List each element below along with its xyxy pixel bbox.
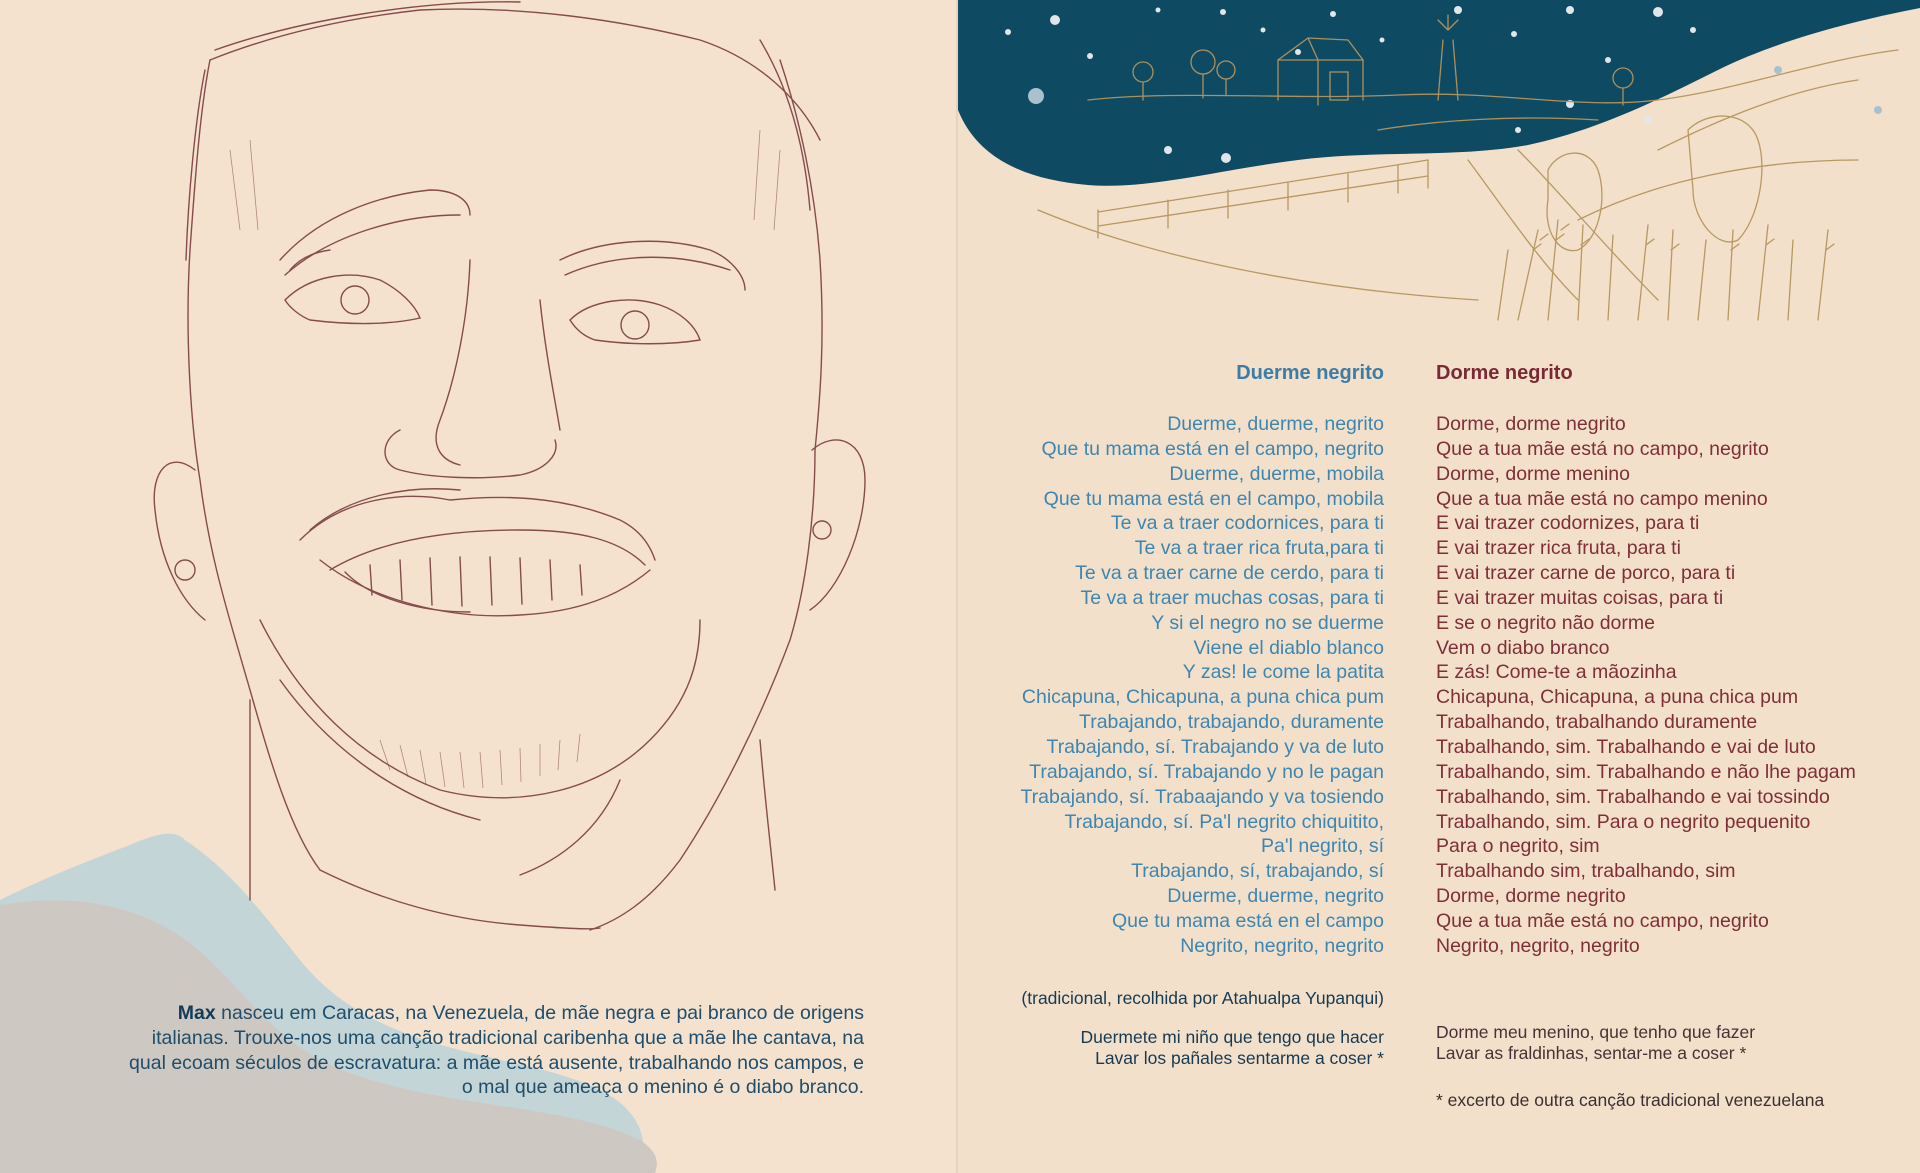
spanish-lyrics-column — [994, 362, 1384, 959]
lyric-line: Que tu mama está en el campo, mobila — [1043, 487, 1384, 510]
lyric-line: Dorme, dorme negrito — [1436, 885, 1626, 908]
lyric-line: Que a tua mãe está no campo menino — [1436, 487, 1768, 510]
lyric-line: Te va a traer codornices, para ti — [1110, 512, 1384, 535]
lyric-line: Duerme, duerme, mobila — [1169, 462, 1384, 485]
lyric-line: Trabajando, sí. Pa'l negrito chiquitito, — [1064, 810, 1384, 833]
lyric-line: Trabajando, sí. Trabajando y no le pagan — [1029, 760, 1384, 783]
bio-text: nasceu em Caracas, na Venezuela, de mãe negra e pai branco de origens italianas. Trouxe-nos uma canção tradicional caribenha que a mãe lhe cantava, na qual ecoam séculos de escravatura: a mãe está ausente, trabalhando nos campos, e o mal que ameaça o menino é o diabo branco. — [129, 1002, 864, 1099]
lyric-line: Trabalhando, sim. Trabalhando e vai tossindo — [1436, 785, 1830, 808]
lyric-line: Viene el diablo blanco — [1193, 636, 1384, 659]
farm-landscape-illustration — [958, 0, 1920, 340]
spanish-song-title: Duerme negrito — [1236, 362, 1384, 384]
lyric-line: Duerme, duerme, negrito — [1167, 413, 1384, 435]
lyric-line: Trabalhando, trabalhando duramente — [1436, 711, 1758, 734]
portuguese-excerpt — [1436, 1022, 1876, 1064]
portuguese-lyrics — [1436, 412, 1906, 959]
lyric-line: Chicapuna, Chicapuna, a puna chica pum — [1021, 686, 1384, 709]
lyric-line: Dorme, dorme menino — [1436, 462, 1630, 485]
song-credit: (tradicional, recolhida por Atahualpa Yupanqui) — [1021, 988, 1384, 1008]
lyric-line: Chicapuna, Chicapuna, a puna chica pum — [1436, 686, 1799, 709]
footnote: * excerto de outra canção tradicional venezuelana — [1436, 1090, 1825, 1110]
bio-name: Max — [177, 1002, 216, 1024]
lyric-line: Trabajando, sí. Trabajando y va de luto — [1046, 735, 1384, 758]
lyric-line: E vai trazer carne de porco, para ti — [1436, 562, 1736, 585]
lyric-line: Y zas! le come la patita — [1182, 661, 1384, 684]
lyric-line: Trabajando, sí, trabajando, sí — [1131, 860, 1384, 883]
lyric-line: Negrito, negrito, negrito — [1436, 934, 1640, 957]
excerpt-line: Lavar as fraldinhas, sentar-me a coser * — [1436, 1043, 1747, 1063]
lyric-line: E vai trazer codornizes, para ti — [1436, 512, 1700, 535]
lyric-line: Te va a traer carne de cerdo, para ti — [1075, 562, 1384, 585]
lyric-line: Que tu mama está en el campo, negrito — [1041, 437, 1384, 460]
lyric-line: Trabalhando, sim. Trabalhando e não lhe pagam — [1436, 760, 1856, 783]
excerpt-line: Duermete mi niño que tengo que hacer — [1080, 1027, 1384, 1047]
lyric-line: Que a tua mãe está no campo, negrito — [1436, 437, 1769, 460]
lyric-line: E vai trazer rica fruta, para ti — [1436, 537, 1681, 560]
lyric-line: Te va a traer rica fruta,para ti — [1134, 537, 1384, 560]
bio-paragraph — [120, 1001, 864, 1100]
lyric-line: Negrito, negrito, negrito — [1180, 934, 1384, 957]
spanish-lyrics — [994, 412, 1384, 959]
lyric-line: Trabajando, trabajando, duramente — [1079, 711, 1384, 734]
lyric-line: Que tu mama está en el campo — [1111, 909, 1384, 932]
lyric-line: Trabalhando sim, trabalhando, sim — [1436, 860, 1736, 883]
portrait-sketch — [0, 0, 956, 1173]
lyric-line: Duerme, duerme, negrito — [1167, 885, 1384, 908]
left-page — [0, 0, 956, 1173]
right-page — [958, 0, 1920, 1173]
lyric-line: Trabalhando, sim. Para o negrito pequenito — [1436, 810, 1811, 833]
lyric-line: Te va a traer muchas cosas, para ti — [1080, 586, 1384, 609]
lyric-line: Trabalhando, sim. Trabalhando e vai de luto — [1436, 735, 1816, 758]
portuguese-lyrics-column — [1436, 362, 1906, 959]
excerpt-line: Lavar los pañales sentarme a coser * — [1095, 1048, 1384, 1068]
lyric-line: Para o negrito, sim — [1436, 835, 1600, 858]
lyric-line: E zás! Come-te a mãozinha — [1436, 661, 1677, 684]
lyric-line: Vem o diabo branco — [1436, 636, 1610, 659]
spanish-excerpt — [994, 1027, 1384, 1069]
lyric-line: Trabajando, sí. Trabaajando y va tosiendo — [1020, 785, 1384, 808]
lyric-line: E vai trazer muitas coisas, para ti — [1436, 586, 1724, 609]
lyric-line: Pa'l negrito, sí — [1261, 835, 1384, 858]
excerpt-line: Dorme meu menino, que tenho que fazer — [1436, 1022, 1756, 1042]
lyric-line: Y si el negro no se duerme — [1151, 611, 1384, 634]
portuguese-song-title: Dorme negrito — [1436, 362, 1573, 384]
lyric-line: E se o negrito não dorme — [1436, 611, 1655, 634]
lyric-line: Dorme, dorme negrito — [1436, 413, 1626, 435]
lyric-line: Que a tua mãe está no campo, negrito — [1436, 909, 1769, 932]
